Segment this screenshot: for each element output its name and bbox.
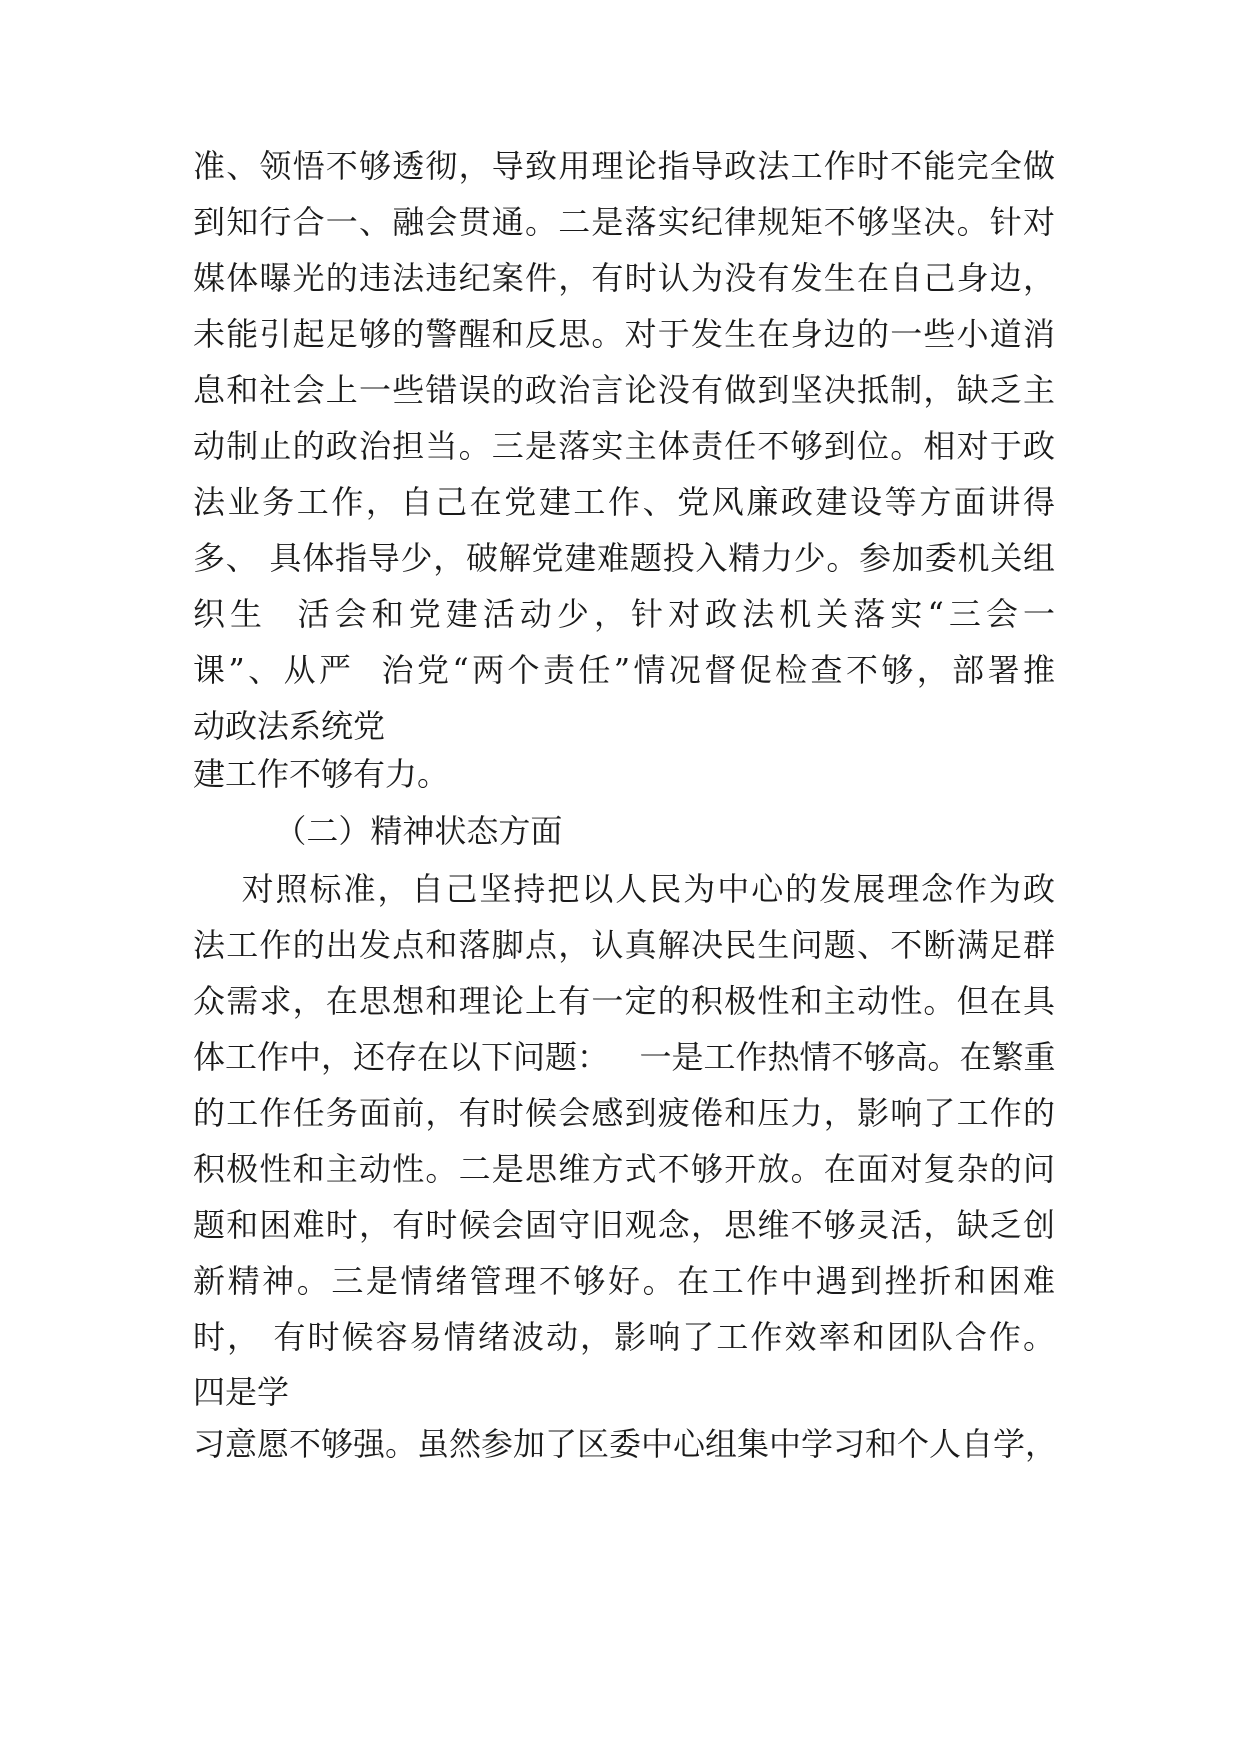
text-line-5: 息和社会上一些错误的政治言论没有做到坚决抵制，缺乏主 [193,371,1055,409]
text-line-4: 未能引起足够的警醒和反思。对于发生在身边的一些小道消 [193,315,1055,353]
text-line-3: 媒体曝光的违法违纪案件，有时认为没有发生在自己身边， [193,259,1055,297]
text-line-16: 众需求，在思想和理论上有一定的积极性和主动性。但在具 [193,982,1055,1020]
text-line-19: 积极性和主动性。二是思维方式不够开放。在面对复杂的问 [193,1150,1055,1188]
text-line-10: 课”、从严 治党“两个责任”情况督促检查不够，部署推 [193,651,1055,689]
text-line-2: 到知行合一、融会贯通。二是落实纪律规矩不够坚决。针对 [193,203,1055,241]
text-line-14: 对照标准，自己坚持把以人民为中心的发展理念作为政 [193,870,1055,908]
text-line-23: 四是学 [193,1373,290,1411]
text-line-22: 时， 有时候容易情绪波动，影响了工作效率和团队合作。 [193,1318,1055,1356]
text-line-11: 动政法系统党 [193,707,386,745]
text-line-7: 法业务工作，自己在党建工作、党风廉政建设等方面讲得 [193,483,1055,521]
text-line-12: 建工作不够有力。 [193,755,450,793]
text-line-6: 动制止的政治担当。三是落实主体责任不够到位。相对于政 [193,427,1055,465]
text-line-1: 准、领悟不够透彻，导致用理论指导政法工作时不能完全做 [193,147,1055,185]
text-line-9: 织生 活会和党建活动少，针对政法机关落实“三会一 [193,595,1055,633]
text-line-21: 新精神。三是情绪管理不够好。在工作中遇到挫折和困难 [193,1262,1055,1300]
text-line-24: 习意愿不够强。虽然参加了区委中心组集中学习和个人自学， [193,1425,1058,1463]
text-line-15: 法工作的出发点和落脚点，认真解决民生问题、不断满足群 [193,926,1055,964]
section-heading: （二）精神状态方面 [193,812,563,850]
text-line-8: 多、 具体指导少，破解党建难题投入精力少。参加委机关组 [193,539,1055,577]
text-line-20: 题和困难时，有时候会固守旧观念，思维不够灵活，缺乏创 [193,1206,1055,1244]
text-line-17: 体工作中，还存在以下问题： 一是工作热情不够高。在繁重 [193,1038,1056,1076]
text-line-18: 的工作任务面前，有时候会感到疲倦和压力，影响了工作的 [193,1094,1055,1132]
